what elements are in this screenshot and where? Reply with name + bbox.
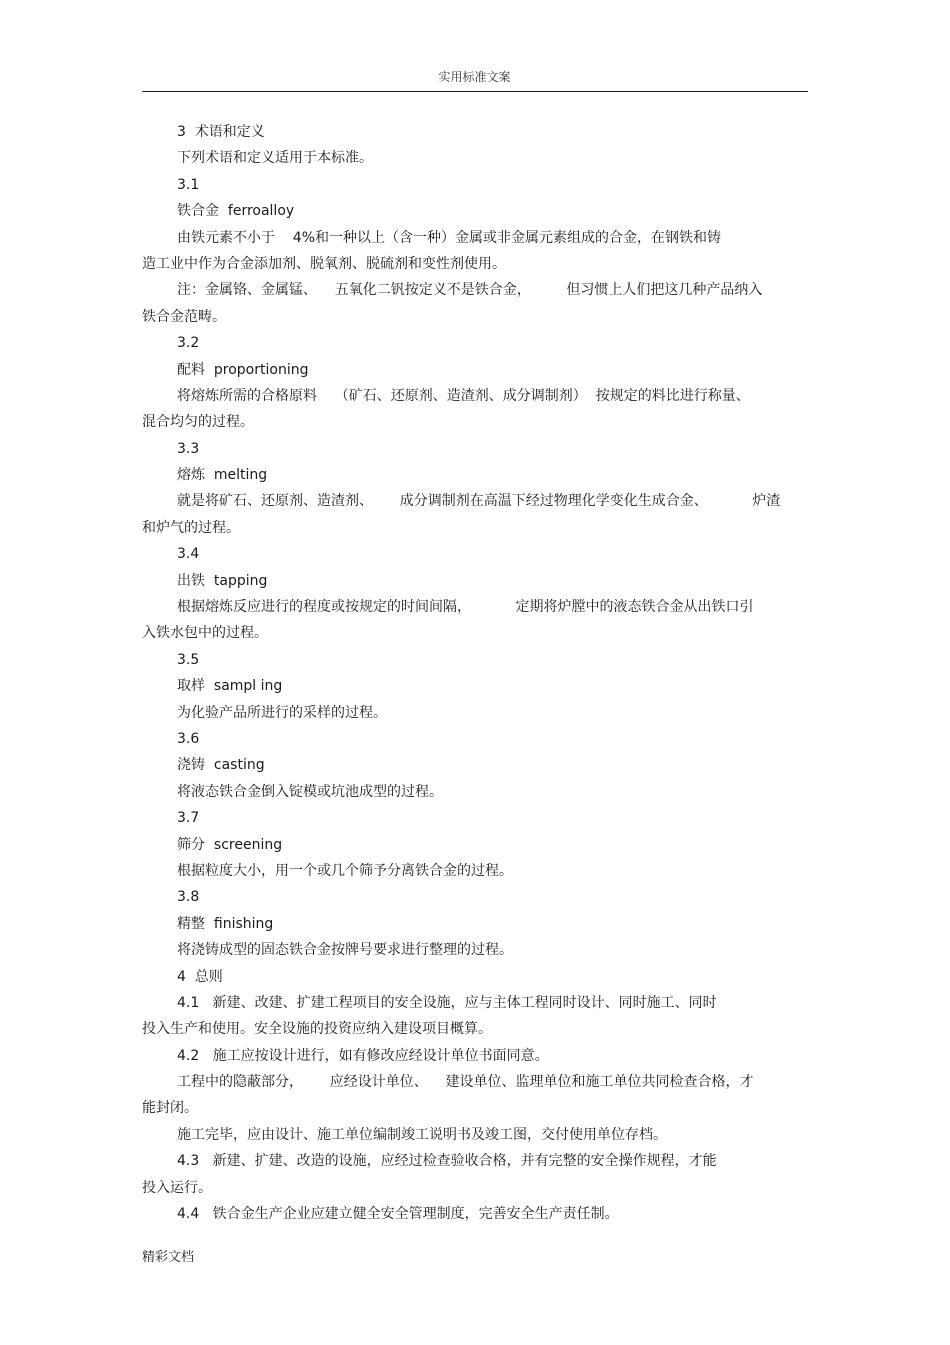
page-footer: 精彩文档 <box>142 1250 195 1265</box>
document-body <box>142 119 808 1227</box>
text-line: 3.7 <box>177 810 200 827</box>
text-line: 3.4 <box>177 546 200 563</box>
text-line: 由铁元素不小于 4%和一种以上（含一种）金属或非金属元素组成的合金，在钢铁和铸 <box>177 229 722 246</box>
text-line: 工程中的隐蔽部分， 应经设计单位、 建设单位、监理单位和施工单位共同检查合格，才 <box>177 1074 754 1091</box>
text-line: 4 总则 <box>177 968 223 985</box>
text-line: 熔炼 melting <box>177 467 268 484</box>
text-line: 3.6 <box>177 730 200 747</box>
text-line: 造工业中作为合金添加剂、脱氧剂、脱硫剂和变性剂使用。 <box>142 255 506 272</box>
text-line: 混合均匀的过程。 <box>142 414 254 431</box>
text-line: 精整 finishing <box>177 915 274 932</box>
text-line: 出铁 tapping <box>177 572 268 589</box>
text-line: 为化验产品所进行的采样的过程。 <box>177 704 387 721</box>
text-line: 筛分 screening <box>177 836 283 853</box>
header-divider <box>142 91 808 92</box>
text-line: 4.2 施工应按设计进行，如有修改应经设计单位书面同意。 <box>177 1047 549 1064</box>
text-line: 3.5 <box>177 651 200 668</box>
text-line: 浇铸 casting <box>177 757 265 774</box>
text-line: 将液态铁合金倒入锭模或坑池成型的过程。 <box>177 783 443 800</box>
text-line: 投入运行。 <box>142 1179 212 1196</box>
text-line: 3.1 <box>177 176 200 193</box>
text-line: 和炉气的过程。 <box>142 519 240 536</box>
text-line: 下列术语和定义适用于本标准。 <box>177 150 373 167</box>
text-line: 铁合金 ferroalloy <box>177 203 295 220</box>
text-line: 4.1 新建、改建、扩建工程项目的安全设施，应与主体工程同时设计、同时施工、同时 <box>177 994 717 1011</box>
text-line: 投入生产和使用。安全设施的投资应纳入建设项目概算。 <box>142 1021 492 1038</box>
text-line: 3 术语和定义 <box>177 124 265 140</box>
text-line: 入铁水包中的过程。 <box>142 625 268 642</box>
text-line: 根据粒度大小，用一个或几个筛予分离铁合金的过程。 <box>177 862 513 879</box>
text-line: 就是将矿石、还原剂、造渣剂、 成分调制剂在高温下经过物理化学变化生成合金、 炉渣 <box>177 493 781 510</box>
text-line: 3.8 <box>177 889 200 906</box>
text-line: 配料 proportioning <box>177 361 309 378</box>
text-line: 3.3 <box>177 440 200 457</box>
text-line: 注：金属铬、金属锰、 五氧化二钒按定义不是铁合金， 但习惯上人们把这几种产品纳入 <box>177 282 763 299</box>
page-header: 实用标准文案 <box>438 70 511 84</box>
text-line: 施工完毕，应由设计、施工单位编制竣工说明书及竣工图，交付使用单位存档。 <box>177 1126 667 1143</box>
text-line: 4.4 铁合金生产企业应建立健全安全管理制度，完善安全生产责任制。 <box>177 1206 619 1223</box>
text-line: 将熔炼所需的合格原料 （矿石、还原剂、造渣剂、成分调制剂） 按规定的料比进行称量、 <box>177 387 750 404</box>
text-line: 将浇铸成型的固态铁合金按牌号要求进行整理的过程。 <box>177 942 513 959</box>
text-line: 4.3 新建、扩建、改造的设施，应经过检查验收合格，并有完整的安全操作规程，才能 <box>177 1153 717 1170</box>
text-line: 取样 sampl ing <box>177 678 283 695</box>
text-line: 3.2 <box>177 335 200 352</box>
text-line: 铁合金范畴。 <box>142 308 226 325</box>
text-line: 能封闭。 <box>142 1100 198 1117</box>
text-line: 根据熔炼反应进行的程度或按规定的时间间隔， 定期将炉膛中的液态铁合金从出铁口引 <box>177 599 754 616</box>
